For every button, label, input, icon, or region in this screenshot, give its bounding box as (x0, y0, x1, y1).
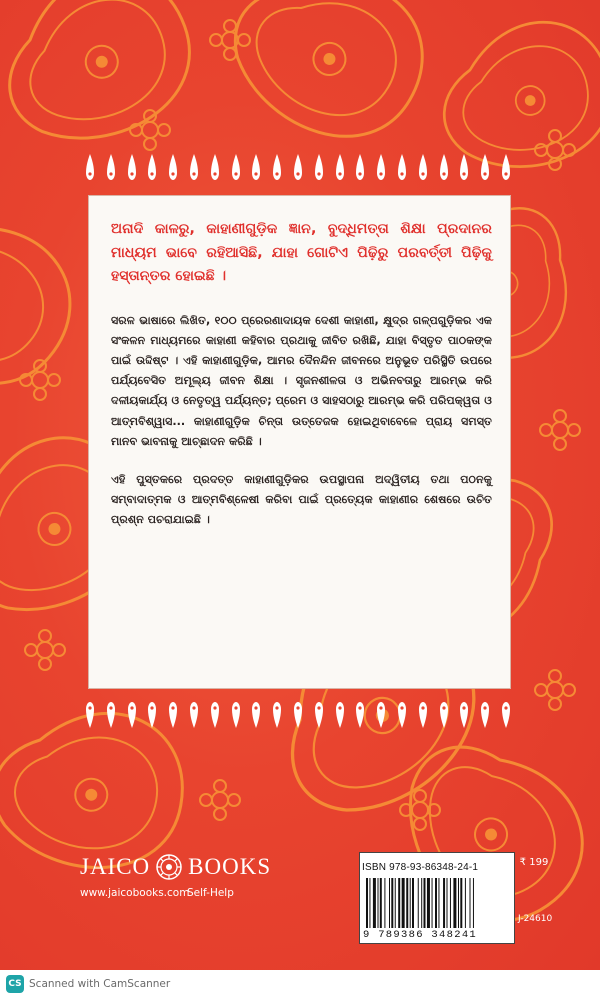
drop-ornament (481, 152, 489, 182)
description-paragraph-2: ଏହି ପୁସ୍ତକରେ ପ୍ରଦତ୍ତ କାହାଣୀଗୁଡ଼ିକର ଉପସ୍ଥାପନା ଅଦ୍ୱିତୀୟ ତଥା ପଠନକୁ ସମ୍ବାଦାତ୍ମକ ଓ ଆତ୍ମବିଶ୍ଳେଷୀ କରିବା ପାଇଁ ପ୍ରତ୍ୟେକ କାହାଣୀର ଶେଷରେ ଉଚିତ ପ୍ରଶ୍ନ ପଚରାଯାଇଛି । (111, 472, 492, 527)
drop-ornament (86, 700, 94, 730)
drop-ornament (294, 700, 302, 730)
barcode-bar (391, 878, 393, 928)
drop-ornament (336, 152, 344, 182)
barcode-bar (460, 878, 462, 928)
publisher-logo (80, 852, 271, 882)
publisher-website: www.jaicobooks.com (80, 887, 190, 899)
barcode-bar (424, 878, 426, 928)
drop-ornament (398, 700, 406, 730)
barcode-bar (443, 878, 445, 928)
drop-ornament (377, 700, 385, 730)
drop-ornament (440, 152, 448, 182)
drop-ornament (440, 700, 448, 730)
publisher-name-left: JAICO (80, 854, 151, 879)
drop-ornament (128, 152, 136, 182)
drop-ornament (419, 152, 427, 182)
scanner-watermark (0, 970, 600, 997)
isbn-number: ISBN 978-93-86348-24-1 (362, 862, 479, 873)
drop-ornament (294, 152, 302, 182)
drop-ornament (481, 700, 489, 730)
barcode-bar (435, 878, 437, 928)
blurb-panel (89, 196, 510, 688)
drop-ornament (86, 152, 94, 182)
drop-ornament (252, 700, 260, 730)
barcode-bar (458, 878, 459, 928)
scanner-label: Scanned with CamScanner (29, 977, 171, 990)
drop-ornament (419, 700, 427, 730)
barcode-bar (369, 878, 370, 928)
drop-ornament (398, 152, 406, 182)
drop-ornament (273, 152, 281, 182)
drop-ornament (169, 152, 177, 182)
drop-ornament (502, 152, 510, 182)
jaico-emblem-icon (156, 854, 182, 880)
barcode-bar (427, 878, 430, 928)
drop-ornament (356, 700, 364, 730)
camscanner-logo-icon: CS (6, 975, 24, 993)
drop-ornament (232, 700, 240, 730)
barcode-bar (438, 878, 439, 928)
drop-ornament (211, 152, 219, 182)
barcode-bar (398, 878, 400, 928)
drop-ornament (356, 152, 364, 182)
barcode-bar (465, 878, 466, 928)
drop-ornament (107, 152, 115, 182)
barcode-bar (432, 878, 433, 928)
drop-ornament (315, 152, 323, 182)
price-tag: ₹ 199 (519, 856, 549, 868)
catalog-code: J-24610 (518, 914, 553, 924)
barcode-bar (447, 878, 448, 928)
drop-ornament (336, 700, 344, 730)
drop-ornament (377, 152, 385, 182)
drop-ornament (190, 152, 198, 182)
drop-ornament (252, 152, 260, 182)
book-category: Self-Help (187, 887, 234, 899)
barcode-bar (412, 878, 414, 928)
drop-ornament (460, 152, 468, 182)
barcode-bar (410, 878, 411, 928)
barcode-bar (406, 878, 408, 928)
drop-ornament (273, 700, 281, 730)
drop-ornament (148, 700, 156, 730)
publisher-name-right: BOOKS (188, 854, 272, 879)
drop-ornament (315, 700, 323, 730)
drop-ornament (502, 700, 510, 730)
description-paragraph-1: ସରଳ ଭାଷାରେ ଲିଖିତ, ୧୦୦ ପ୍ରେରଣାଦାୟକ ଦେଶୀ କାହାଣୀ, କ୍ଷୁଦ୍ର ଗଳ୍ପଗୁଡ଼ିକର ଏକ ସଂକଳନ ମାଧ୍ୟମରେ କାହାଣୀ କହିବାର ପ୍ରଥାକୁ ଜୀବିତ ରଖିଛି, ଯାହା ବିସ୍ତୃତ ପାଠକଙ୍କ ପାଇଁ ଉଦ୍ଦିଷ୍ଟ । ଏହି କାହାଣୀଗୁଡ଼ିକ, ଆମର ଦୈନନ୍ଦିନ ଜୀବନରେ ଅନୁଭୂତ ପରିସ୍ଥିତି ଉପରେ ପର୍ଯ୍ୟବେସିତ ଅମୂଲ୍ୟ ଜୀବନ ଶିକ୍ଷା । ସୃଜନଶୀଳତା ଓ ଅଭିନବତାରୁ ଆରମ୍ଭ କରି ଦଳୀୟକାର୍ଯ୍ୟ ଓ ନେତୃତ୍ୱ ପର୍ଯ୍ୟନ୍ତ; ପ୍ରେମ ଓ ସାହସଠାରୁ ଆରମ୍ଭ କରି ପରିପକ୍ୱତା ଓ ଆତ୍ମବିଶ୍ୱାସ... କାହାଣୀଗୁଡ଼ିକ ଚିନ୍ତା ଉତ୍ତେଜକ ହୋଇଥିବାବେଳେ ପ୍ରାୟ ସମସ୍ତ ମାନବ ଭାବନାକୁ ଆଚ୍ଛାଦନ କରିଛି । (111, 313, 492, 448)
drop-ornament (148, 152, 156, 182)
drop-ornament (107, 700, 115, 730)
barcode-bar (470, 878, 471, 928)
barcode-bar (450, 878, 451, 928)
barcode-bar (389, 878, 390, 928)
barcode-bar (421, 878, 422, 928)
barcode-bar (473, 878, 474, 928)
drop-ornament (128, 700, 136, 730)
barcode-bars (366, 878, 508, 928)
barcode-digits: 9 789386 348241 (363, 929, 478, 941)
barcode-bar (373, 878, 376, 928)
intro-quote: ଅନାଦି କାଳରୁ, କାହାଣୀଗୁଡ଼ିକ ଜ୍ଞାନ, ବୁଦ୍ଧିମତ୍ତା ଶିକ୍ଷା ପ୍ରଦାନର ମାଧ୍ୟମ ଭାବେ ରହିଆସିଛି, ଯାହା ଗୋଟିଏ ପିଢ଼ିରୁ ପରବର୍ତ୍ତୀ ପିଢ଼ିକୁ ହସ୍ତାନ୍ତର ହୋଇଛି । (111, 221, 492, 284)
drop-ornament (190, 700, 198, 730)
barcode-bar (380, 878, 382, 928)
barcode-bar (384, 878, 385, 928)
drop-ornament (211, 700, 219, 730)
drop-ornament (460, 700, 468, 730)
drop-ornament (232, 152, 240, 182)
barcode-bar (378, 878, 379, 928)
barcode-bar (418, 878, 419, 928)
bottom-drop-border (86, 700, 510, 734)
barcode-bar (366, 878, 368, 928)
drop-ornament (169, 700, 177, 730)
barcode-bar (395, 878, 396, 928)
top-drop-border (86, 152, 510, 186)
barcode-bar (453, 878, 456, 928)
barcode-bar (402, 878, 405, 928)
